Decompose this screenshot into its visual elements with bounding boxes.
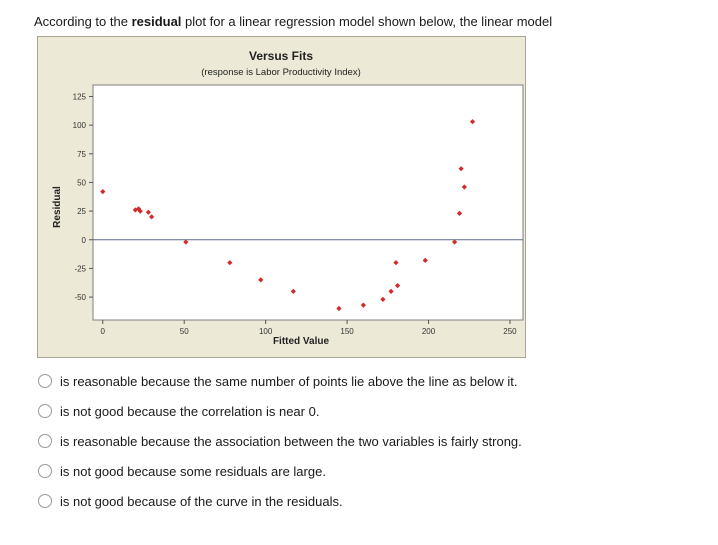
chart-frame xyxy=(37,36,526,358)
option-label: is reasonable because the same number of points lie above the line as below it. xyxy=(60,373,518,389)
radio-button[interactable] xyxy=(38,464,52,478)
chart-title: Versus Fits xyxy=(248,49,314,63)
option-label: is not good because of the curve in the residuals. xyxy=(60,493,343,509)
x-tick-label: 100 xyxy=(258,327,273,336)
y-tick-label: 50 xyxy=(77,178,86,188)
chart-subtitle: (response is Labor Productivity Index) xyxy=(201,67,361,78)
question-prefix: According to the xyxy=(34,14,132,29)
x-tick-label: 200 xyxy=(421,327,436,336)
option-2[interactable] xyxy=(38,400,598,422)
y-tick-label: 75 xyxy=(77,149,86,159)
question-text xyxy=(34,14,552,29)
x-axis-label: Fitted Value xyxy=(272,336,330,347)
y-axis xyxy=(73,92,93,302)
y-tick-label: 0 xyxy=(81,235,86,245)
y-tick-label: 100 xyxy=(72,121,86,131)
question-bold-word: residual xyxy=(131,14,182,29)
x-tick-label: 50 xyxy=(179,327,189,336)
radio-button[interactable] xyxy=(38,434,52,448)
y-tick-label: -50 xyxy=(74,293,86,303)
option-label: is not good because some residuals are large. xyxy=(60,463,326,479)
option-1[interactable] xyxy=(38,370,598,392)
radio-button[interactable] xyxy=(38,374,52,388)
y-tick-label: 125 xyxy=(72,92,86,102)
question-suffix: plot for a linear regression model shown below, the linear model xyxy=(181,14,553,29)
residual-chart xyxy=(38,37,525,357)
x-tick-label: 0 xyxy=(100,327,105,336)
radio-button[interactable] xyxy=(38,494,52,508)
radio-button[interactable] xyxy=(38,404,52,418)
y-tick-label: -25 xyxy=(74,264,86,274)
y-axis-label: Residual xyxy=(52,186,63,228)
x-tick-label: 250 xyxy=(503,327,517,336)
y-tick-label: 25 xyxy=(77,207,86,217)
option-4[interactable] xyxy=(38,460,598,482)
x-tick-label: 150 xyxy=(340,327,354,336)
option-label: is reasonable because the association between the two variables is fairly strong. xyxy=(60,433,522,449)
plot-area xyxy=(93,85,523,320)
option-label: is not good because the correlation is near 0. xyxy=(60,403,320,419)
x-axis xyxy=(101,320,518,336)
option-3[interactable] xyxy=(38,430,598,452)
option-5[interactable] xyxy=(38,490,598,512)
